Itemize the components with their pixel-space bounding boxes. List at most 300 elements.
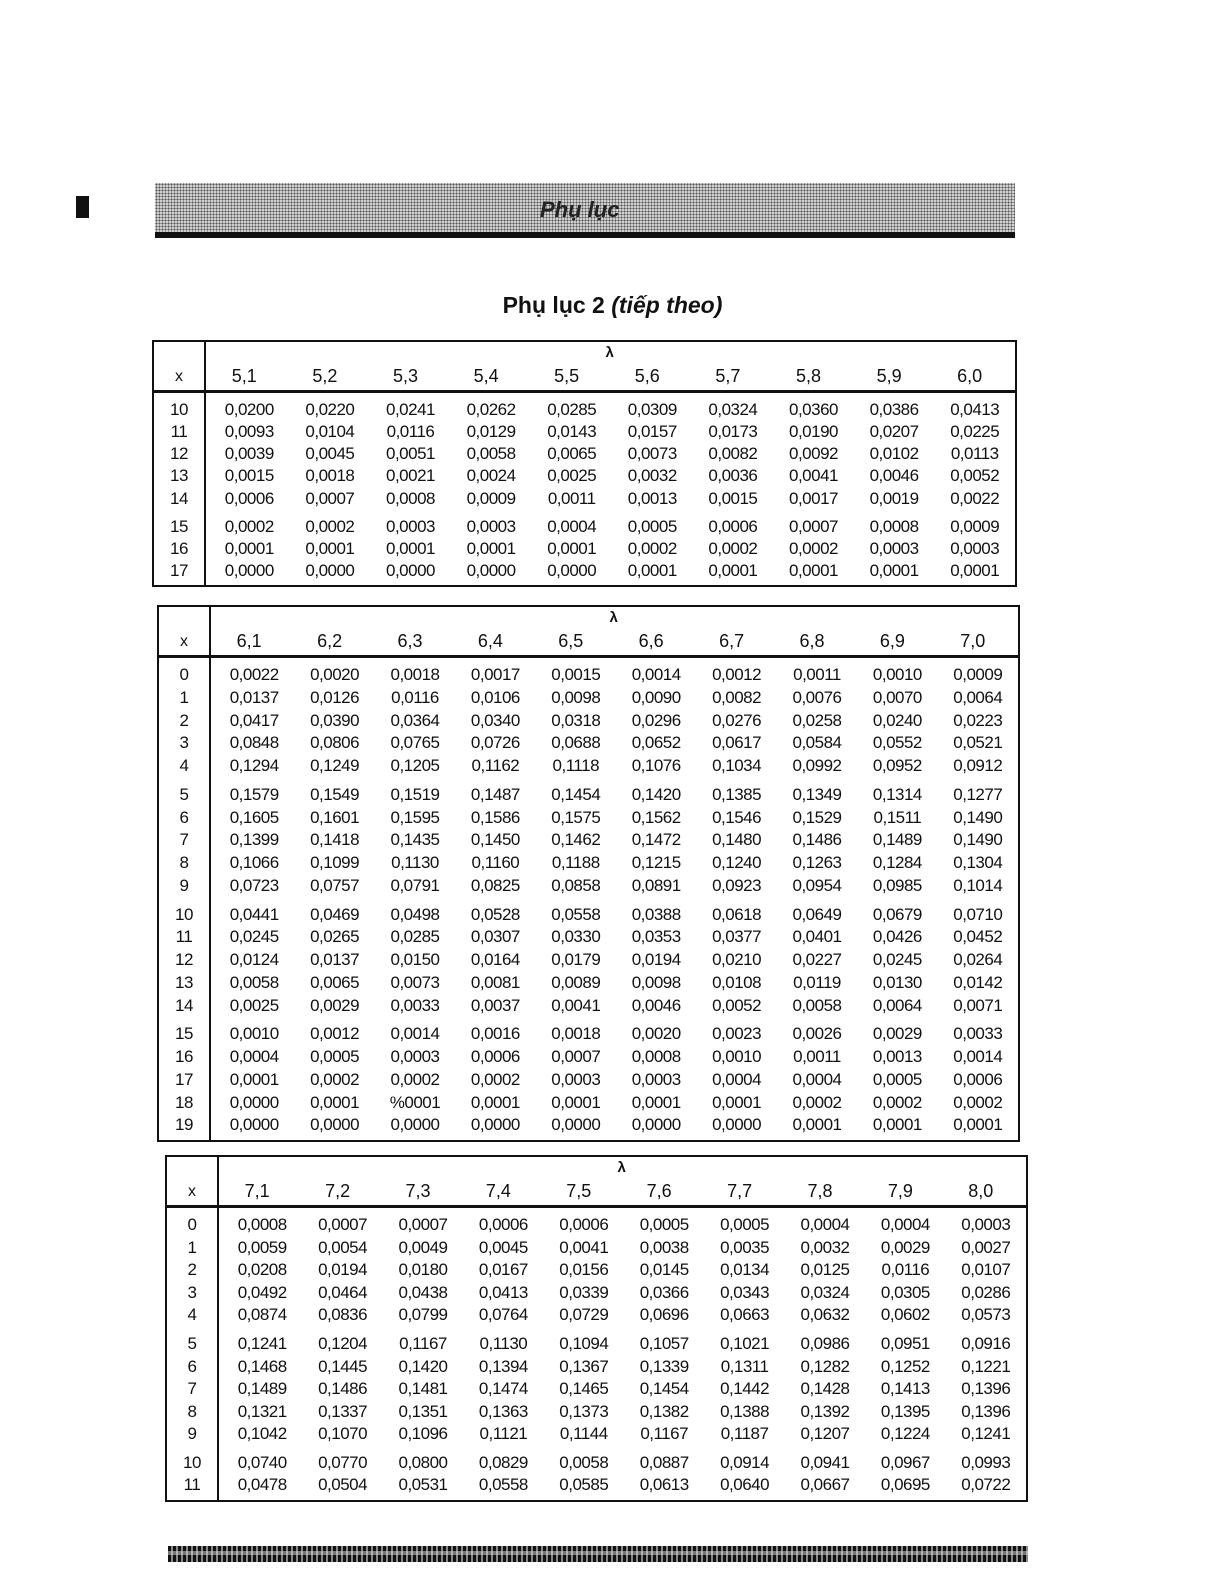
probability-cell: 0,1579 bbox=[229, 784, 279, 804]
probability-cell: 0,0014 bbox=[631, 665, 681, 684]
x-value: 2 bbox=[179, 710, 189, 730]
probability-cell: 0,1489 bbox=[237, 1379, 287, 1399]
probability-cell: 0,1442 bbox=[720, 1379, 770, 1399]
probability-cell: 0,1601 bbox=[310, 807, 360, 827]
probability-cell: 0,0012 bbox=[310, 1024, 360, 1044]
probability-cell: 0,0000 bbox=[712, 1115, 762, 1135]
probability-cell: 0,0343 bbox=[720, 1282, 770, 1302]
probability-cell: 0,0021 bbox=[386, 466, 435, 486]
probability-cell: 0,0010 bbox=[712, 1047, 762, 1066]
probability-cell: 0,1187 bbox=[720, 1424, 769, 1444]
probability-cell: 0,0225 bbox=[950, 422, 1000, 442]
probability-cell: 0,0521 bbox=[953, 733, 1003, 753]
probability-cell: 0,0164 bbox=[470, 950, 520, 969]
probability-cell: 0,0464 bbox=[318, 1282, 368, 1302]
probability-cell: 0,1076 bbox=[631, 756, 681, 775]
probability-cell: 0,0765 bbox=[390, 733, 440, 753]
probability-cell: 0,0401 bbox=[792, 927, 842, 947]
x-value: 4 bbox=[187, 1305, 197, 1325]
lambda-column-header: 5,7 bbox=[715, 366, 741, 386]
lambda-column-header: 6,2 bbox=[317, 631, 343, 651]
probability-cell: 0,1066 bbox=[229, 853, 279, 872]
probability-cell: 0,0108 bbox=[712, 972, 762, 992]
probability-cell: 0,0006 bbox=[470, 1047, 520, 1066]
probability-cell: 0,0353 bbox=[631, 927, 681, 947]
probability-cell: 0,0004 bbox=[880, 1215, 930, 1234]
probability-cell: 0,0011 bbox=[547, 488, 596, 508]
table-row bbox=[159, 1024, 1018, 1046]
probability-cell: 0,0116 bbox=[391, 687, 439, 707]
probability-cell: 0,0033 bbox=[390, 995, 440, 1015]
probability-cell: 0,0360 bbox=[789, 400, 838, 419]
probability-cell: 0,0003 bbox=[631, 1069, 681, 1089]
probability-cell: 0,0836 bbox=[318, 1305, 368, 1325]
lambda-column-header: 6,9 bbox=[879, 631, 905, 651]
x-value: 0 bbox=[179, 665, 189, 684]
probability-cell: 0,0848 bbox=[229, 733, 279, 753]
probability-cell: 0,0413 bbox=[478, 1282, 528, 1302]
x-value: 10 bbox=[175, 904, 193, 924]
x-value: 14 bbox=[175, 995, 193, 1015]
probability-cell: 0,0018 bbox=[390, 665, 440, 684]
probability-cell: 0,0032 bbox=[627, 466, 677, 486]
probability-cell: 0,0207 bbox=[869, 422, 919, 442]
table-row bbox=[159, 830, 1018, 852]
table-row bbox=[167, 1475, 1026, 1497]
x-value: 3 bbox=[187, 1282, 197, 1302]
probability-cell: 0,0001 bbox=[789, 560, 838, 580]
probability-cell: 0,0065 bbox=[547, 444, 597, 464]
table-header bbox=[154, 342, 1015, 393]
probability-cell: 0,1144 bbox=[559, 1424, 608, 1444]
x-header: x bbox=[180, 633, 188, 650]
probability-cell: 0,1304 bbox=[953, 853, 1003, 872]
table-row bbox=[154, 444, 1015, 466]
probability-cell: 0,1396 bbox=[961, 1401, 1011, 1421]
probability-cell: 0,0035 bbox=[720, 1237, 770, 1257]
probability-cell: 0,0052 bbox=[712, 995, 762, 1015]
x-value: 8 bbox=[179, 853, 189, 872]
page-edge-marker bbox=[76, 196, 89, 218]
probability-cell: 0,0017 bbox=[789, 488, 838, 508]
probability-cell: 0,0285 bbox=[547, 400, 597, 419]
probability-cell: 0,0125 bbox=[800, 1260, 850, 1280]
probability-cell: 0,1337 bbox=[318, 1401, 368, 1421]
probability-cell: 0,1162 bbox=[471, 756, 520, 775]
probability-cell: 0,0667 bbox=[800, 1475, 850, 1495]
probability-cell: 0,0640 bbox=[720, 1475, 770, 1495]
probability-cell: 0,0305 bbox=[880, 1282, 930, 1302]
probability-cell: 0,0003 bbox=[961, 1215, 1011, 1234]
probability-cell: 0,0001 bbox=[470, 1092, 520, 1112]
table-row bbox=[159, 905, 1018, 927]
probability-cell: 0,0036 bbox=[708, 466, 758, 486]
table-row bbox=[159, 996, 1018, 1018]
probability-cell: 0,1605 bbox=[229, 807, 279, 827]
probability-cell: 0,1529 bbox=[792, 807, 842, 827]
probability-cell: 0,0003 bbox=[869, 538, 919, 558]
probability-cell: 0,1474 bbox=[478, 1379, 528, 1399]
probability-cell: 0,0008 bbox=[237, 1215, 287, 1234]
probability-cell: 0,0426 bbox=[872, 927, 922, 947]
probability-cell: 0,0013 bbox=[872, 1047, 922, 1066]
x-value: 9 bbox=[187, 1424, 197, 1444]
probability-cell: 0,0729 bbox=[559, 1305, 609, 1325]
probability-cell: 0,0026 bbox=[792, 1024, 842, 1044]
table-row bbox=[159, 733, 1018, 755]
probability-cell: 0,0009 bbox=[950, 516, 1000, 536]
probability-cell: 0,0002 bbox=[305, 516, 355, 536]
lambda-column-header: 5,3 bbox=[392, 366, 419, 386]
probability-cell: 0,0914 bbox=[720, 1452, 770, 1472]
probability-cell: 0,0033 bbox=[953, 1024, 1003, 1044]
probability-cell: 0,0829 bbox=[478, 1452, 528, 1472]
probability-cell: 0,1481 bbox=[398, 1379, 448, 1399]
probability-cell: 0,0070 bbox=[872, 687, 922, 707]
probability-cell: 0,0010 bbox=[229, 1024, 279, 1044]
probability-cell: 0,1373 bbox=[559, 1401, 609, 1421]
table-row bbox=[167, 1424, 1026, 1446]
probability-cell: 0,1454 bbox=[551, 784, 601, 804]
probability-cell: 0,0912 bbox=[953, 756, 1003, 775]
probability-cell: 0,0011 bbox=[793, 1047, 841, 1066]
lambda-column-header: 7,6 bbox=[646, 1181, 672, 1201]
probability-cell: 0,0000 bbox=[390, 1115, 440, 1135]
probability-cell: 0,0025 bbox=[547, 466, 597, 486]
lambda-column-header: 8,0 bbox=[968, 1181, 994, 1201]
probability-cell: 0,1351 bbox=[398, 1401, 448, 1421]
probability-cell: 0,0632 bbox=[800, 1305, 850, 1325]
probability-cell: 0,1480 bbox=[712, 830, 762, 850]
probability-cell: 0,0005 bbox=[720, 1215, 770, 1234]
probability-cell: 0,0887 bbox=[639, 1452, 689, 1472]
probability-cell: 0,0009 bbox=[953, 665, 1003, 684]
probability-cell: 0,0137 bbox=[229, 687, 279, 707]
probability-cell: 0,0058 bbox=[559, 1452, 609, 1472]
probability-cell: 0,0011 bbox=[793, 665, 841, 684]
probability-cell: 0,0006 bbox=[224, 488, 274, 508]
x-value: 9 bbox=[179, 875, 189, 895]
probability-cell: 0,0000 bbox=[310, 1115, 360, 1135]
x-value: 15 bbox=[170, 516, 188, 536]
probability-cell: 0,0001 bbox=[950, 560, 1000, 580]
x-header: x bbox=[175, 368, 183, 385]
probability-cell: 0,0054 bbox=[318, 1237, 368, 1257]
probability-cell: 0,0018 bbox=[551, 1024, 601, 1044]
probability-cell: 0,0390 bbox=[310, 710, 360, 730]
table-row bbox=[159, 785, 1018, 807]
probability-cell: 0,1215 bbox=[631, 853, 681, 872]
probability-cell: 0,0065 bbox=[310, 972, 360, 992]
probability-cell: 0,1486 bbox=[318, 1379, 368, 1399]
probability-cell: 0,0104 bbox=[305, 422, 355, 442]
lambda-column-header: 5,2 bbox=[312, 366, 338, 386]
probability-cell: 0,0008 bbox=[631, 1047, 681, 1066]
probability-cell: 0,0001 bbox=[386, 538, 435, 558]
probability-cell: 0,0002 bbox=[872, 1092, 922, 1112]
probability-cell: 0,0001 bbox=[229, 1069, 279, 1089]
probability-cell: 0,0001 bbox=[547, 538, 597, 558]
probability-cell: 0,0001 bbox=[712, 1092, 762, 1112]
probability-cell: 0,0003 bbox=[386, 516, 435, 536]
probability-cell: 0,1395 bbox=[880, 1401, 930, 1421]
x-value: 2 bbox=[187, 1260, 197, 1280]
probability-cell: 0,0613 bbox=[639, 1475, 689, 1495]
probability-cell: 0,0017 bbox=[470, 665, 520, 684]
probability-cell: 0,0006 bbox=[953, 1069, 1003, 1089]
table-row bbox=[159, 1093, 1018, 1115]
probability-cell: 0,1339 bbox=[639, 1356, 689, 1376]
probability-cell: 0,0167 bbox=[478, 1260, 528, 1280]
probability-cell: 0,1099 bbox=[310, 853, 360, 872]
probability-cell: 0,0090 bbox=[631, 687, 681, 707]
probability-cell: 0,0014 bbox=[390, 1024, 440, 1044]
x-value: 5 bbox=[179, 784, 189, 804]
probability-cell: 0,0046 bbox=[631, 995, 681, 1015]
probability-cell: 0,0617 bbox=[712, 733, 762, 753]
probability-cell: 0,0757 bbox=[310, 875, 360, 895]
probability-cell: 0,0324 bbox=[708, 400, 758, 419]
probability-cell: 0,1249 bbox=[310, 756, 360, 775]
probability-cell: 0,0923 bbox=[712, 875, 762, 895]
x-value: 11 bbox=[175, 927, 193, 947]
probability-cell: 0,1167 bbox=[399, 1333, 447, 1353]
lambda-column-header: 5,1 bbox=[231, 366, 257, 386]
probability-cell: 0,0584 bbox=[792, 733, 842, 753]
probability-cell: 0,1221 bbox=[961, 1356, 1011, 1376]
x-value: 6 bbox=[187, 1356, 197, 1376]
probability-cell: 0,1252 bbox=[880, 1356, 930, 1376]
probability-cell: 0,0985 bbox=[872, 875, 922, 895]
probability-cell: 0,1586 bbox=[470, 807, 520, 827]
probability-cell: 0,0041 bbox=[789, 466, 838, 486]
probability-cell: 0,1413 bbox=[880, 1379, 930, 1399]
probability-cell: 0,0013 bbox=[627, 488, 677, 508]
lambda-column-header: 5,8 bbox=[795, 366, 822, 386]
probability-cell: 0,1399 bbox=[229, 830, 279, 850]
probability-cell: 0,0000 bbox=[386, 560, 435, 580]
table-row bbox=[159, 973, 1018, 995]
probability-cell: 0,0015 bbox=[708, 488, 758, 508]
x-value: 19 bbox=[175, 1115, 193, 1135]
probability-cell: 0,1014 bbox=[953, 875, 1003, 895]
x-value: 13 bbox=[170, 466, 188, 486]
table-row bbox=[154, 539, 1015, 561]
probability-cell: 0,1396 bbox=[961, 1379, 1011, 1399]
probability-cell: 0,0029 bbox=[310, 995, 360, 1015]
probability-cell: 0,0573 bbox=[961, 1305, 1011, 1325]
probability-cell: 0,0695 bbox=[880, 1475, 930, 1495]
probability-cell: 0,1595 bbox=[390, 807, 440, 827]
probability-cell: 0,1382 bbox=[639, 1401, 689, 1421]
table-row bbox=[159, 853, 1018, 875]
x-value: 16 bbox=[170, 538, 188, 558]
probability-cell: 0,0002 bbox=[708, 538, 758, 558]
probability-cell: 0,0679 bbox=[872, 904, 922, 924]
probability-cell: 0,1546 bbox=[712, 807, 762, 827]
probability-cell: 0,0558 bbox=[478, 1475, 528, 1495]
probability-cell: 0,0134 bbox=[720, 1260, 770, 1280]
probability-cell: 0,0098 bbox=[631, 972, 681, 992]
lambda-column-header: 6,4 bbox=[477, 631, 503, 651]
probability-cell: 0,0791 bbox=[390, 875, 440, 895]
poisson-table-2 bbox=[157, 605, 1020, 1142]
probability-cell: 0,1240 bbox=[712, 853, 762, 872]
probability-cell: 0,0296 bbox=[631, 710, 681, 730]
probability-cell: 0,1121 bbox=[479, 1424, 528, 1444]
probability-cell: 0,0307 bbox=[470, 927, 520, 947]
probability-cell: 0,0585 bbox=[559, 1475, 609, 1495]
probability-cell: 0,0951 bbox=[880, 1333, 930, 1353]
probability-cell: 0,0740 bbox=[237, 1452, 287, 1472]
probability-cell: 0,0340 bbox=[470, 710, 520, 730]
x-value: 7 bbox=[187, 1379, 197, 1399]
probability-cell: 0,0531 bbox=[398, 1475, 448, 1495]
x-column-divider bbox=[167, 1157, 219, 1500]
probability-cell: 0,0092 bbox=[789, 444, 838, 464]
probability-cell: 0,0941 bbox=[800, 1452, 850, 1472]
lambda-column-header: 6,6 bbox=[638, 631, 664, 651]
probability-cell: 0,0037 bbox=[470, 995, 520, 1015]
probability-cell: 0,0498 bbox=[390, 904, 440, 924]
probability-cell: 0,1241 bbox=[961, 1424, 1011, 1444]
probability-cell: 0,0039 bbox=[224, 444, 274, 464]
probability-cell: 0,0726 bbox=[470, 733, 520, 753]
probability-cell: 0,0051 bbox=[386, 444, 435, 464]
lambda-column-header: 7,3 bbox=[405, 1181, 431, 1201]
probability-cell: 0,0005 bbox=[310, 1047, 360, 1066]
probability-cell: 0,0649 bbox=[792, 904, 842, 924]
x-value: 1 bbox=[187, 1237, 197, 1257]
table-row bbox=[159, 688, 1018, 710]
probability-cell: 0,0045 bbox=[305, 444, 355, 464]
probability-cell: 0,1420 bbox=[631, 784, 681, 804]
probability-cell: 0,0558 bbox=[551, 904, 601, 924]
probability-cell: 0,1021 bbox=[720, 1333, 770, 1353]
probability-cell: 0,0552 bbox=[872, 733, 922, 753]
probability-cell: 0,0000 bbox=[547, 560, 597, 580]
x-value: 18 bbox=[175, 1092, 193, 1112]
probability-cell: 0,0023 bbox=[712, 1024, 762, 1044]
probability-cell: 0,0058 bbox=[466, 444, 516, 464]
probability-cell: 0,1549 bbox=[310, 784, 360, 804]
probability-cell: 0,0005 bbox=[639, 1215, 689, 1234]
probability-cell: 0,0137 bbox=[310, 950, 360, 969]
probability-cell: 0,0002 bbox=[627, 538, 677, 558]
probability-cell: %0001 bbox=[389, 1092, 441, 1112]
probability-cell: 0,1490 bbox=[953, 830, 1003, 850]
probability-cell: 0,0764 bbox=[478, 1305, 528, 1325]
probability-cell: 0,0018 bbox=[305, 466, 355, 486]
probability-cell: 0,0858 bbox=[551, 875, 601, 895]
probability-cell: 0,0022 bbox=[229, 665, 279, 684]
probability-cell: 0,0029 bbox=[872, 1024, 922, 1044]
probability-cell: 0,0504 bbox=[318, 1475, 368, 1495]
x-value: 4 bbox=[179, 756, 189, 775]
lambda-column-header: 6,3 bbox=[397, 631, 423, 651]
probability-cell: 0,0723 bbox=[229, 875, 279, 895]
probability-cell: 0,0059 bbox=[237, 1237, 287, 1257]
table-row bbox=[159, 808, 1018, 830]
table-header bbox=[159, 607, 1018, 658]
probability-cell: 0,0116 bbox=[386, 422, 435, 442]
probability-cell: 0,0156 bbox=[559, 1260, 609, 1280]
probability-cell: 0,0469 bbox=[310, 904, 360, 924]
probability-cell: 0,0126 bbox=[310, 687, 360, 707]
x-value: 8 bbox=[187, 1401, 197, 1421]
probability-cell: 0,1418 bbox=[310, 830, 360, 850]
probability-cell: 0,0000 bbox=[631, 1115, 681, 1135]
probability-cell: 0,0106 bbox=[470, 687, 520, 707]
probability-cell: 0,0058 bbox=[792, 995, 842, 1015]
probability-cell: 0,0119 bbox=[793, 972, 841, 992]
lambda-column-header: 7,4 bbox=[485, 1181, 511, 1201]
table-row bbox=[159, 1047, 1018, 1069]
x-value: 15 bbox=[175, 1024, 193, 1044]
table-row bbox=[154, 422, 1015, 444]
probability-cell: 0,0015 bbox=[551, 665, 601, 684]
probability-cell: 0,0916 bbox=[961, 1333, 1011, 1353]
x-value: 17 bbox=[175, 1069, 193, 1089]
probability-cell: 0,0770 bbox=[318, 1452, 368, 1472]
probability-cell: 0,1034 bbox=[712, 756, 762, 775]
probability-cell: 0,0799 bbox=[398, 1305, 448, 1325]
probability-cell: 0,1367 bbox=[559, 1356, 609, 1376]
probability-cell: 0,1321 bbox=[237, 1401, 287, 1421]
probability-cell: 0,0413 bbox=[950, 400, 1000, 419]
probability-cell: 0,0001 bbox=[224, 538, 274, 558]
table-row bbox=[154, 400, 1015, 422]
probability-cell: 0,0891 bbox=[631, 875, 681, 895]
probability-cell: 0,1511 bbox=[873, 807, 922, 827]
probability-cell: 0,1284 bbox=[872, 853, 922, 872]
probability-cell: 0,1519 bbox=[390, 784, 440, 804]
probability-cell: 0,1388 bbox=[720, 1401, 770, 1421]
probability-cell: 0,0324 bbox=[800, 1282, 850, 1302]
probability-cell: 0,0223 bbox=[953, 710, 1003, 730]
table-row bbox=[159, 950, 1018, 972]
probability-cell: 0,1167 bbox=[640, 1424, 689, 1444]
table-row bbox=[154, 466, 1015, 488]
probability-cell: 0,0208 bbox=[237, 1260, 287, 1280]
x-value: 14 bbox=[170, 488, 188, 508]
probability-cell: 0,0002 bbox=[224, 516, 274, 536]
probability-cell: 0,1094 bbox=[559, 1333, 609, 1353]
probability-cell: 0,0618 bbox=[712, 904, 762, 924]
probability-cell: 0,0800 bbox=[398, 1452, 448, 1472]
probability-cell: 0,0258 bbox=[792, 710, 842, 730]
probability-cell: 0,0004 bbox=[547, 516, 597, 536]
probability-cell: 0,0005 bbox=[627, 516, 677, 536]
probability-cell: 0,0001 bbox=[305, 538, 355, 558]
probability-cell: 0,0082 bbox=[712, 687, 762, 707]
probability-cell: 0,0001 bbox=[872, 1115, 922, 1135]
probability-cell: 0,0986 bbox=[800, 1333, 850, 1353]
probability-cell: 0,0696 bbox=[639, 1305, 689, 1325]
lambda-label: λ bbox=[605, 344, 614, 361]
probability-cell: 0,1224 bbox=[880, 1424, 930, 1444]
probability-cell: 0,0001 bbox=[708, 560, 758, 580]
probability-cell: 0,1160 bbox=[471, 853, 520, 872]
probability-cell: 0,0318 bbox=[551, 710, 601, 730]
probability-cell: 0,1445 bbox=[318, 1356, 368, 1376]
probability-cell: 0,1486 bbox=[792, 830, 842, 850]
probability-cell: 0,1490 bbox=[953, 807, 1003, 827]
probability-cell: 0,0602 bbox=[880, 1305, 930, 1325]
probability-cell: 0,0276 bbox=[712, 710, 762, 730]
probability-cell: 0,0265 bbox=[310, 927, 360, 947]
table-row bbox=[167, 1357, 1026, 1379]
